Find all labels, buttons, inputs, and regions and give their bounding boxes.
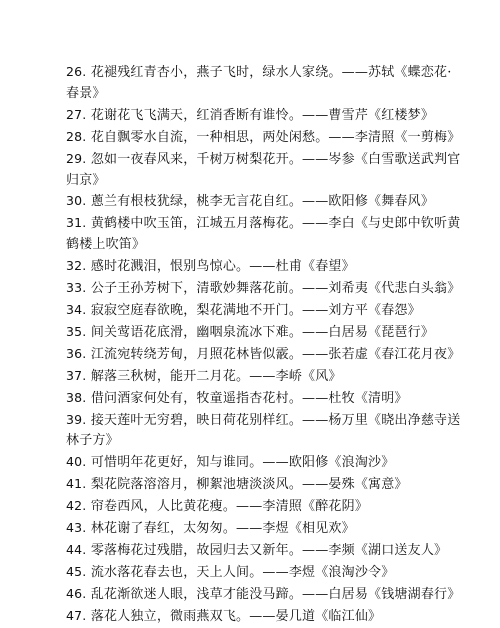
- entry-number: 37.: [66, 367, 87, 383]
- entry-text: 花谢花飞飞满天，红消香断有谁怜。——曹雪芹《红楼梦》: [90, 107, 435, 123]
- entry-number: 33.: [66, 280, 87, 296]
- entry-text: 接天莲叶无穷碧，映日荷花别样红。——杨万里《晓出净慈寺送林子方》: [66, 412, 461, 449]
- poem-entry: [66, 278, 462, 300]
- poem-entry: [66, 366, 462, 388]
- entry-text: 流水落花春去也，天上人间。——李煜《浪淘沙令》: [90, 564, 395, 580]
- entry-text: 江流宛转绕芳甸，月照花林皆似霰。——张若虚《春江花月夜》: [90, 346, 461, 362]
- entry-text: 解落三秋树，能开二月花。——李峤《风》: [90, 368, 342, 384]
- entry-text: 落花人独立，微雨燕双飞。——晏几道《临江仙》: [90, 608, 382, 624]
- entry-text: 感时花溅泪，恨别鸟惊心。——杜甫《春望》: [90, 259, 355, 275]
- entry-number: 32.: [66, 258, 87, 274]
- entry-text: 黄鹤楼中吹玉笛，江城五月落梅花。——李白《与史郎中钦听黄鹤楼上吹笛》: [66, 216, 461, 253]
- entry-number: 42.: [66, 498, 87, 514]
- entry-text: 乱花渐欲迷人眼，浅草才能没马蹄。——白居易《钱塘湖春行》: [90, 586, 461, 602]
- entry-text: 忽如一夜春风来，千树万树梨花开。——岑参《白雪歌送武判官归京》: [66, 151, 461, 188]
- entry-text: 间关莺语花底滑，幽咽泉流冰下难。——白居易《琵琶行》: [90, 324, 435, 340]
- entry-text: 可惜明年花更好，知与谁同。——欧阳修《浪淘沙》: [90, 455, 395, 471]
- entry-number: 26.: [66, 64, 87, 79]
- entry-text: 梨花院落溶溶月，柳絮池塘淡淡风。——晏殊《寓意》: [90, 477, 408, 493]
- poem-entry: [66, 344, 462, 366]
- poem-entry: [66, 410, 462, 453]
- poem-entry: [66, 584, 462, 606]
- entry-text: 花褪残红青杏小，燕子飞时，绿水人家绕。——苏轼《蝶恋花·春景》: [66, 65, 452, 101]
- entry-text: 帘卷西风，人比黄花瘦。——李清照《醉花阴》: [90, 499, 369, 515]
- entry-number: 27.: [66, 106, 87, 122]
- entry-text: 公子王孙芳树下，清歌妙舞落花前。——刘希夷《代悲白头翁》: [90, 281, 461, 297]
- entry-number: 45.: [66, 563, 87, 579]
- entry-number: 40.: [66, 454, 87, 470]
- poem-entry: [66, 191, 462, 213]
- entry-number: 43.: [66, 520, 87, 536]
- poem-entry: [66, 496, 462, 518]
- entry-number: 31.: [66, 215, 87, 231]
- poem-entry: [66, 518, 462, 540]
- entry-number: 28.: [66, 128, 87, 144]
- entry-text: 林花谢了春红，太匆匆。——李煜《相见欢》: [90, 521, 355, 537]
- poem-entry: [66, 322, 462, 344]
- entry-number: 36.: [66, 345, 87, 361]
- entry-number: 29.: [66, 150, 87, 166]
- entry-number: 38.: [66, 389, 87, 405]
- entry-number: 44.: [66, 541, 87, 557]
- poem-entry: [66, 149, 462, 192]
- poem-entry: [66, 300, 462, 322]
- entry-text: 借问酒家何处有，牧童遥指杏花村。——杜牧《清明》: [90, 390, 408, 406]
- entry-number: 30.: [66, 193, 87, 209]
- entry-number: 39.: [66, 411, 87, 427]
- entry-text: 寂寂空庭春欲晚，梨花满地不开门。——刘方平《春怨》: [90, 302, 421, 318]
- poem-entry: [66, 105, 462, 127]
- poem-entry: [66, 562, 462, 584]
- poem-entry: [66, 474, 462, 496]
- poem-entry: [66, 388, 462, 410]
- poem-entry: [66, 62, 462, 105]
- entry-number: 41.: [66, 476, 87, 492]
- poem-entry: [66, 213, 462, 256]
- entry-number: 35.: [66, 323, 87, 339]
- poem-entry: [66, 606, 462, 628]
- entry-number: 47.: [66, 607, 87, 623]
- poem-entry: [66, 256, 462, 278]
- entry-text: 零落梅花过残腊，故园归去又新年。——李频《湖口送友人》: [90, 542, 448, 558]
- entry-number: 34.: [66, 301, 87, 317]
- entry-text: 蔥兰有根枝犹绿，桃李无言花自红。——欧阳修《舞春风》: [90, 194, 435, 210]
- entry-number: 46.: [66, 585, 87, 601]
- poem-entry: [66, 452, 462, 474]
- entry-text: 花自飘零水自流，一种相思，两处闲愁。——李清照《一剪梅》: [90, 129, 461, 145]
- poem-entry: [66, 540, 462, 562]
- poem-entry: [66, 127, 462, 149]
